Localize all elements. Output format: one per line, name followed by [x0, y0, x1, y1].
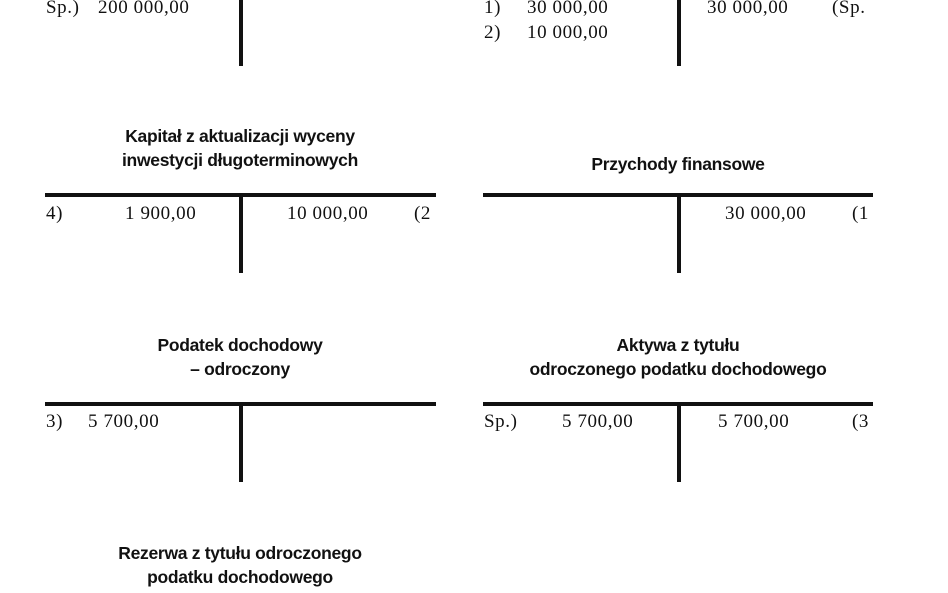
account-title-line: – odroczony — [190, 359, 290, 379]
entry-amount: 10 000,00 — [287, 203, 369, 224]
entry-ref: (Sp. — [832, 0, 866, 18]
entry-amount: 5 700,00 — [88, 411, 160, 432]
account-title-line: Aktywa z tytułu — [616, 335, 740, 355]
account-title — [483, 333, 873, 381]
entry-amount: 30 000,00 — [527, 0, 609, 18]
account-title-line: Podatek dochodowy — [157, 335, 323, 355]
entry-amount: 5 700,00 — [718, 411, 790, 432]
entry-amount: 5 700,00 — [562, 411, 634, 432]
entry-ref: 4) — [46, 203, 64, 224]
account-title-line: podatku dochodowego — [147, 567, 333, 587]
entry-amount: 1 900,00 — [125, 203, 197, 224]
t-account-divider — [239, 193, 243, 273]
account-title: Przychody finansowe — [591, 154, 765, 174]
entry-amount: 10 000,00 — [527, 22, 609, 43]
t-account-divider — [239, 0, 243, 66]
entry-amount: 30 000,00 — [707, 0, 789, 18]
t-account-divider — [677, 193, 681, 273]
account-title-line: inwestycji długoterminowych — [122, 150, 358, 170]
entry-amount: 30 000,00 — [725, 203, 807, 224]
t-account-divider — [239, 402, 243, 482]
t-account-divider — [677, 0, 681, 66]
entry-amount: 200 000,00 — [98, 0, 190, 18]
entry-ref: 3) — [46, 411, 64, 432]
entry-ref: (1 — [852, 203, 870, 224]
entry-ref: 2) — [484, 22, 502, 43]
entry-ref: Sp.) — [484, 411, 518, 432]
account-title — [45, 124, 435, 172]
entry-ref: (2 — [414, 203, 432, 224]
entry-ref: (3 — [852, 411, 870, 432]
entry-ref: 1) — [484, 0, 502, 18]
entry-ref: Sp.) — [46, 0, 80, 18]
t-account-divider — [677, 402, 681, 482]
account-title-line: Kapitał z aktualizacji wyceny — [125, 126, 355, 146]
account-title — [45, 333, 435, 381]
account-title-line: odroczonego podatku dochodowego — [529, 359, 827, 379]
account-title — [45, 541, 435, 589]
account-title-line: Rezerwa z tytułu odroczonego — [118, 543, 362, 563]
